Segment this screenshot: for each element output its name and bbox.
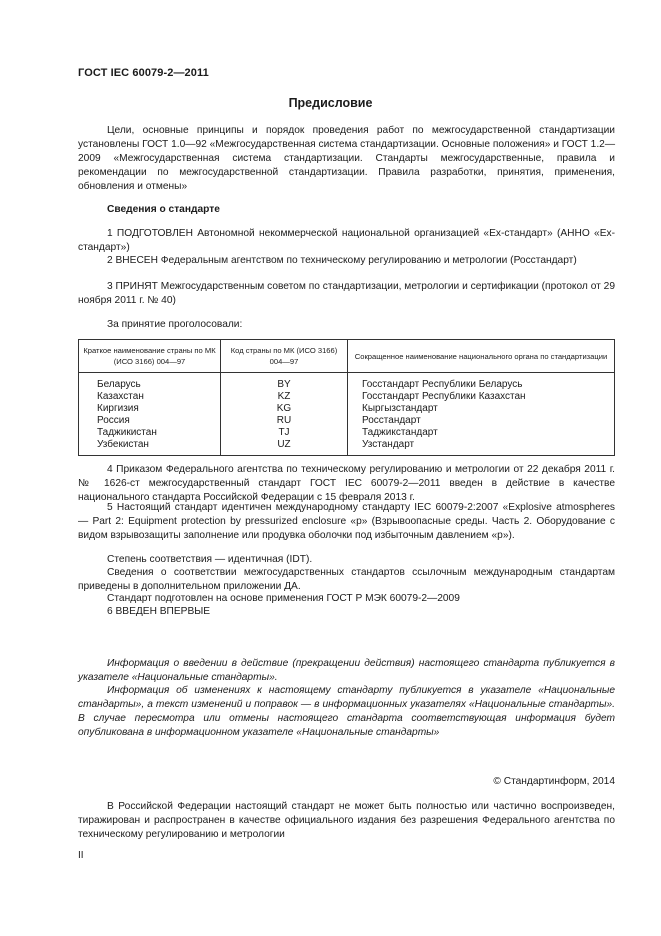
info-heading: Сведения о стандарте — [107, 204, 220, 215]
table-cell-code: RU — [221, 415, 348, 427]
table-cell-country: Беларусь — [79, 373, 221, 392]
table-cell-org: Росстандарт — [348, 415, 615, 427]
rights-paragraph: В Российской Федерации настоящий стандарт не может быть полностью или частично воспроизведен, тиражирован и распространен в качестве официального издания без разрешения Федерального агентства по техническому регулированию и метрологии — [78, 801, 615, 840]
table-header-row — [79, 340, 615, 373]
table-row — [79, 415, 615, 427]
voted-label: За принятие проголосовали: — [107, 319, 243, 330]
table-row — [79, 403, 615, 415]
item-2: 2 ВНЕСЕН Федеральным агентством по техническому регулированию и метрологии (Росстандарт) — [107, 255, 577, 266]
item-4: 4 Приказом Федерального агентства по техническому регулированию и метрологии от 22 декабря 2011 г. № 1626-ст межгосударственный стандарт ГОСТ IEC 60079-2—2011 введен в действие в качестве национального стандарта Российской Федерации с 15 февраля 2013 г. — [78, 464, 615, 503]
table-cell-code: UZ — [221, 439, 348, 456]
notice-paragraph-1: Информация о введении в действие (прекращении действия) настоящего стандарта публикуется в указателе «Национальные стандарты». — [78, 658, 615, 683]
table-cell-code: TJ — [221, 427, 348, 439]
section-title: Предисловие — [288, 96, 373, 110]
item-6: 6 ВВЕДЕН ВПЕРВЫЕ — [107, 606, 211, 617]
copyright-line: © Стандартинформ, 2014 — [493, 776, 615, 787]
page-number: II — [78, 850, 84, 861]
table-cell-country: Россия — [79, 415, 221, 427]
prepared-note: Стандарт подготовлен на основе применения ГОСТ Р МЭК 60079-2—2009 — [107, 593, 460, 604]
table-cell-country: Узбекистан — [79, 439, 221, 456]
item-5: 5 Настоящий стандарт идентичен международному стандарту IEC 60079-2:2007 «Explosive atmospheres — Part 2: Equipment protection by pressurized enclosure «p» (Взрывоопасные среды. Часть 2. Оборудование с видом взрывозащиты заполнение или продувка оболочки под избыточным давлением «p»). — [78, 502, 615, 541]
notice-paragraph-2: Информация об изменениях к настоящему стандарту публикуется в указателе «Национальные стандарты», а текст изменений и поправок — в информационных указателях «Национальные стандарты». В случае пересмотра или отмены настоящего стандарта соответствующая информация будет опубликована в информационном указателе «Национальные стандарты» — [78, 685, 615, 738]
table-cell-country: Казахстан — [79, 391, 221, 403]
table-cell-org: Госстандарт Республики Казахстан — [348, 391, 615, 403]
degree-of-conformity: Степень соответствия — идентичная (IDT). — [107, 554, 313, 565]
table-cell-country: Киргизия — [79, 403, 221, 415]
item-3: 3 ПРИНЯТ Межгосударственным советом по стандартизации, метрологии и сертификации (протокол от 29 ноября 2011 г. № 40) — [78, 281, 615, 306]
table-cell-country: Таджикистан — [79, 427, 221, 439]
table-cell-org: Узстандарт — [348, 439, 615, 456]
table-row — [79, 427, 615, 439]
table-header-org: Сокращенное наименование национального органа по стандартизации — [348, 340, 615, 373]
table-header-country: Краткое наименование страны по МК (ИСО 3166) 004—97 — [79, 340, 221, 373]
table-header-code: Код страны по МК (ИСО 3166) 004—97 — [221, 340, 348, 373]
table-cell-code: KZ — [221, 391, 348, 403]
reference-info: Сведения о соответствии межгосударственных стандартов ссылочным международным стандартам приведены в дополнительном приложении ДА. — [78, 567, 615, 592]
table-row — [79, 391, 615, 403]
voting-table — [78, 339, 615, 456]
table-cell-org: Таджикстандарт — [348, 427, 615, 439]
document-id-header: ГОСТ IEC 60079-2—2011 — [78, 67, 209, 79]
item-1: 1 ПОДГОТОВЛЕН Автономной некоммерческой национальной организацией «Ех-стандарт» (АННО «Ех-стандарт») — [78, 228, 615, 253]
table-cell-code: BY — [221, 373, 348, 392]
table-cell-org: Кыргызстандарт — [348, 403, 615, 415]
table-row — [79, 439, 615, 456]
table-cell-code: KG — [221, 403, 348, 415]
intro-paragraph: Цели, основные принципы и порядок проведения работ по межгосударственной стандартизации установлены ГОСТ 1.0—92 «Межгосударственная система стандартизации. Основные положения» и ГОСТ 1.2—2009 «Межгосударственная система стандартизации. Стандарты межгосударственные, правила и рекомендации по межгосударственной стандартизации. Правила разработки, принятия, применения, обновления и отмены» — [78, 125, 616, 192]
table-row — [79, 373, 615, 392]
table-cell-org: Госстандарт Республики Беларусь — [348, 373, 615, 392]
